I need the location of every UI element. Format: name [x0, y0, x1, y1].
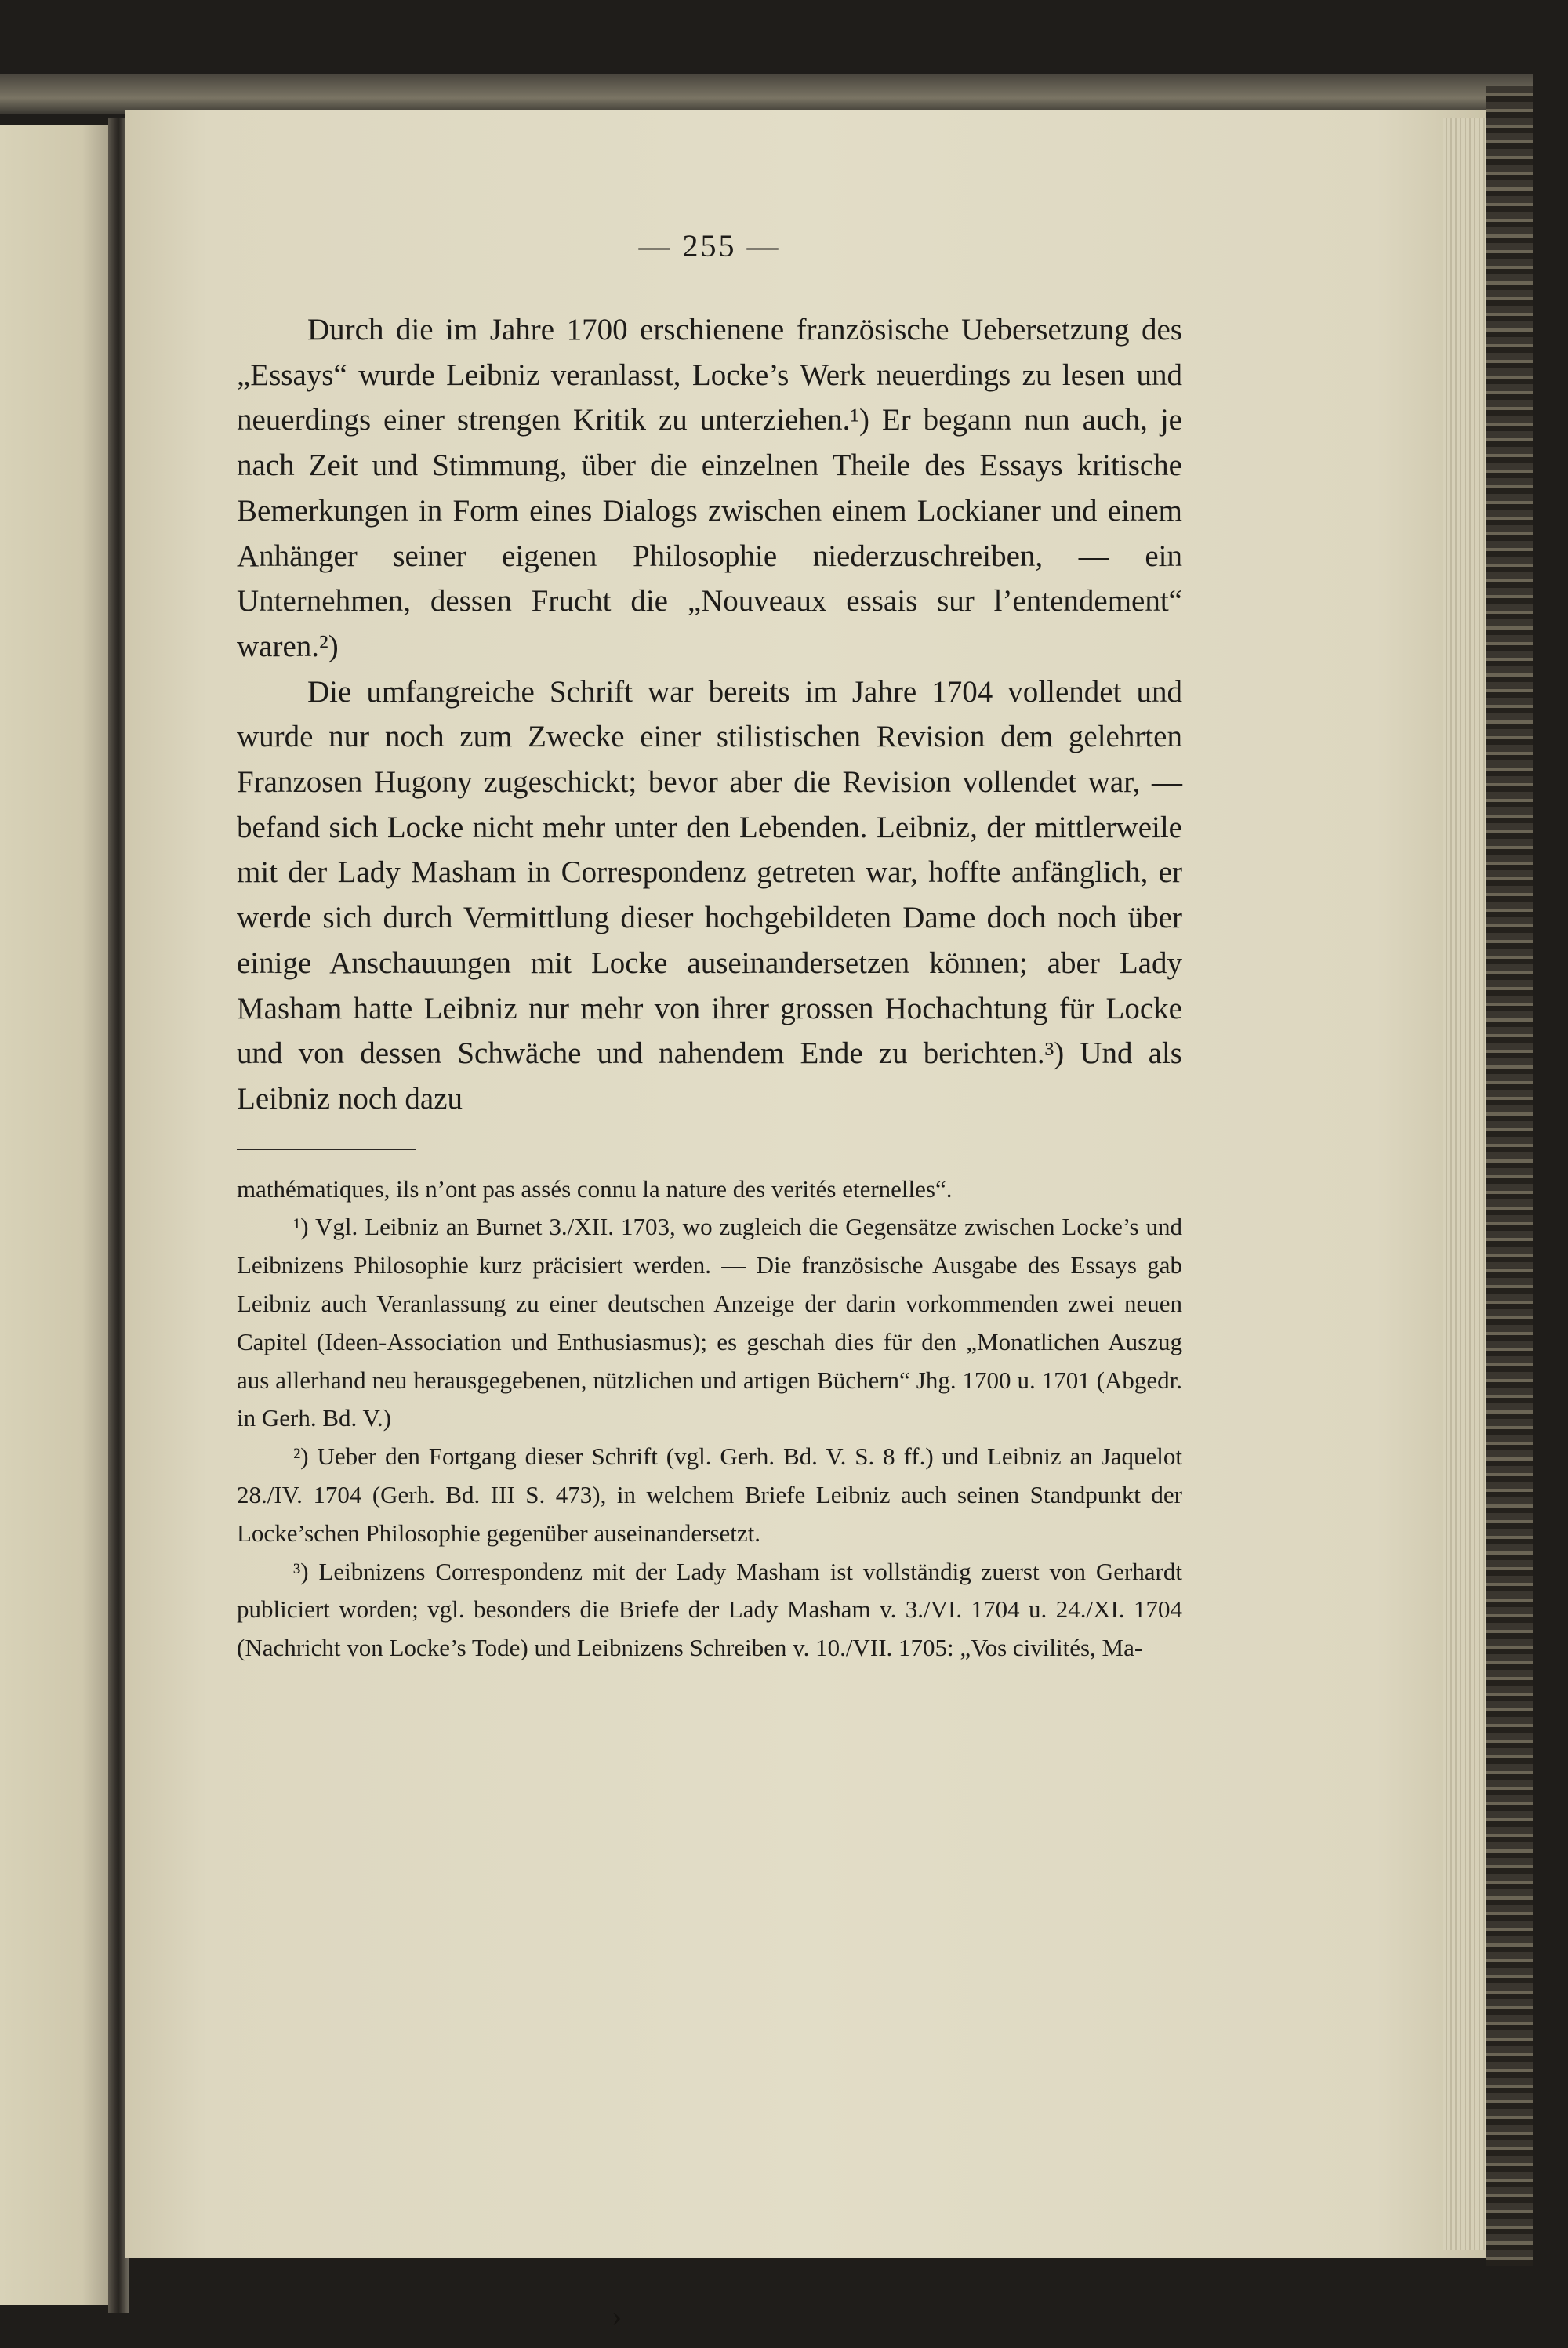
page-number: — 255 —: [638, 228, 781, 263]
bottom-mark: ›: [612, 2298, 622, 2333]
left-page-edge: [0, 125, 118, 2305]
footnote-separator: [237, 1149, 416, 1150]
footnote-2: ²) Ueber den Fortgang dieser Schrift (vgl. Gerh. Bd. V. S. 8 ff.) und Leibniz an Jaquelot 28./IV. 1704 (Gerh. Bd. III S. 473), in welchem Briefe Leibniz auch seinen Standpunkt der Locke’schen Philosophie gegenüber auseinandersetzt.: [237, 1443, 1182, 1547]
paragraph-1: Durch die im Jahre 1700 erschienene französische Uebersetzung des „Essays“ wurde Leibniz veranlasst, Locke’s Werk neuerdings zu lesen und neuerdings einer strengen Kritik zu unterziehen.¹) Er begann nun auch, je nach Zeit und Stimmung, über die einzelnen Theile des Essays kritische Bemerkungen in Form eines Dialogs zwischen einem Lockianer und einem Anhänger seiner eigenen Philosophie niederzuschreiben, — ein Unternehmen, dessen Frucht die „Nouveaux essais sur l’entendement“ waren.²): [237, 313, 1182, 663]
footnote-3: ³) Leibnizens Correspondenz mit der Lady Masham ist vollständig zuerst von Gerhardt publiciert worden; vgl. besonders die Briefe der Lady Masham v. 3./VI. 1704 u. 24./XI. 1704 (Nachricht von Locke’s Tode) und Leibnizens Schreiben v. 10./VII. 1705: „Vos civilités, Ma-: [237, 1557, 1182, 1662]
footnote-1: ¹) Vgl. Leibniz an Burnet 3./XII. 1703, wo zugleich die Gegensätze zwischen Locke’s und Leibnizens Philosophie kurz präcisiert werden. — Die französische Ausgabe des Essays gab Leibniz auch Veranlassung zu einer deutschen Anzeige der darin vorkommenden zwei neuen Capitel (Ideen-Association und Enthusiasmus); es geschah dies für den „Monatlichen Auszug aus allerhand neu herausgegebenen, nützlichen und artigen Büchern“ Jhg. 1700 u. 1701 (Abgedr. in Gerh. Bd. V.): [237, 1213, 1182, 1432]
book-cover-top-edge: [0, 74, 1533, 114]
footnote-continuation: mathématiques, ils n’ont pas assés connu la nature des verités eternelles“.: [237, 1174, 953, 1203]
paragraph-2: Die umfangreiche Schrift war bereits im Jahre 1704 vollendet und wurde nur noch zum Zwecke einer stilistischen Revision dem gelehrten Franzosen Hugony zugeschickt; bevor aber die Revision vollendet war, — befand sich Locke nicht mehr unter den Lebenden. Leibniz, der mittlerweile mit der Lady Masham in Correspondenz getreten war, hoffte anfänglich, er werde sich durch Vermittlung dieser hochgebildeten Dame doch noch über einige Anschauungen mit Locke auseinandersetzen können; aber Lady Masham hatte Leibniz nur mehr von ihrer grossen Hochachtung für Locke und von dessen Schwäche und nahendem Ende zu berichten.³) Und als Leibniz noch dazu: [237, 674, 1182, 1116]
stacked-page-edges: [1443, 118, 1486, 2250]
page-text-block: [237, 227, 1182, 1668]
book-cover-side-edge: [1486, 86, 1533, 2266]
body-text: [237, 307, 1182, 1122]
footnotes: [237, 1170, 1182, 1668]
